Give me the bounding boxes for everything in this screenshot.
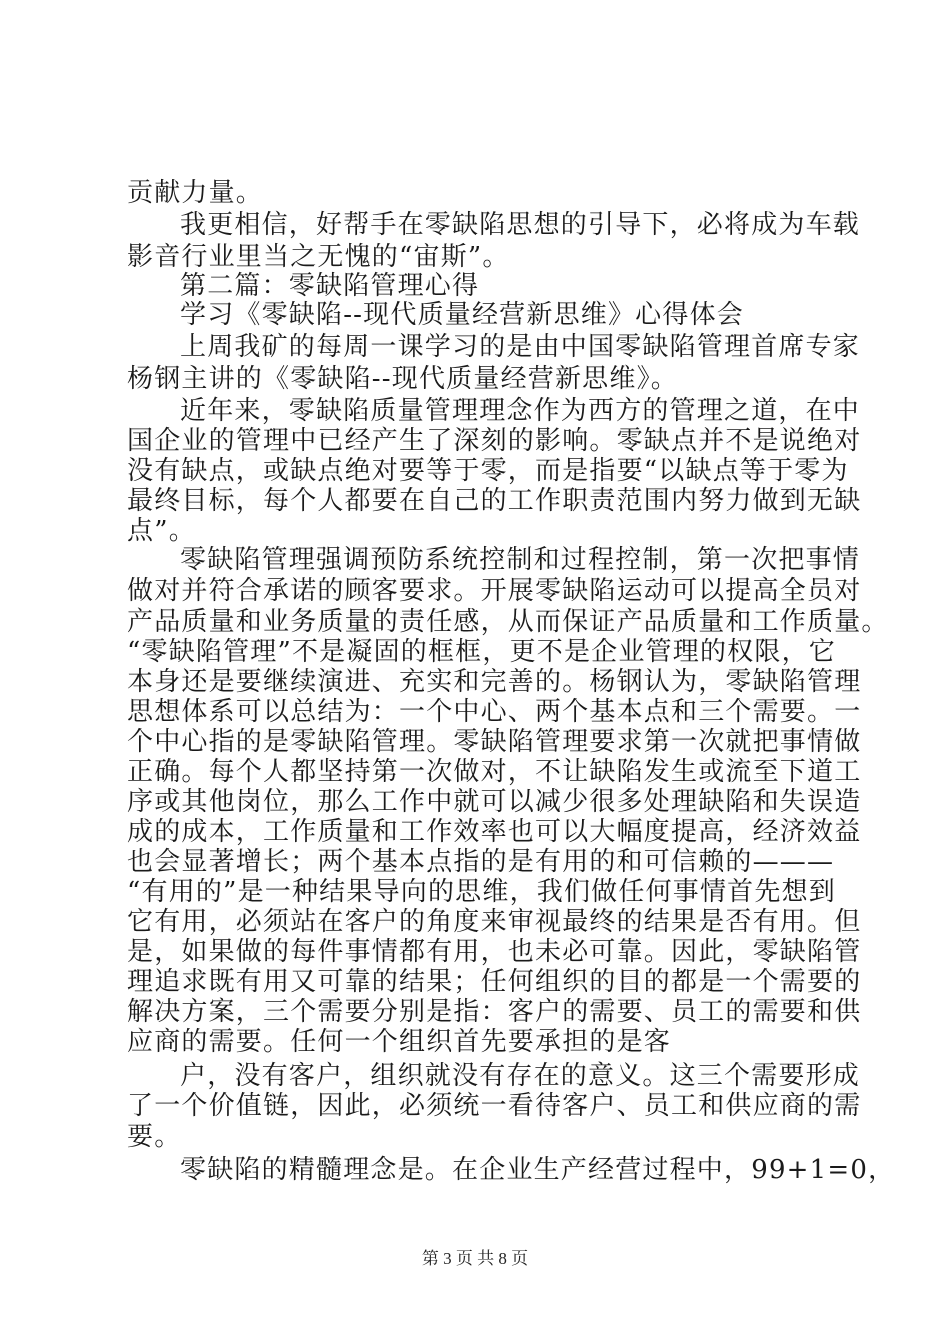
text-line: 产品质量和业务质量的责任感，从而保证产品质量和工作质量。 bbox=[127, 607, 889, 637]
text-line: 个中心指的是零缺陷管理。零缺陷管理要求第一次就把事情做 bbox=[127, 727, 862, 757]
text-line: 国企业的管理中已经产生了深刻的影响。零缺点并不是说绝对 bbox=[127, 426, 862, 456]
text-line: 解决方案，三个需要分别是指：客户的需要、员工的需要和供 bbox=[127, 997, 862, 1027]
text-line: 做对并符合承诺的顾客要求。开展零缺陷运动可以提高全员对 bbox=[127, 576, 862, 606]
text-line: 我更相信，好帮手在零缺陷思想的引导下，必将成为车载 bbox=[180, 210, 861, 240]
text-line: 正确。每个人都坚持第一次做对，不让缺陷发生或流至下道工 bbox=[127, 757, 862, 787]
text-line: 贡献力量。 bbox=[127, 178, 264, 208]
text-line: 也会显著增长；两个基本点指的是有用的和可信赖的——— bbox=[127, 847, 835, 877]
text-line: 了一个价值链，因此，必须统一看待客户、员工和供应商的需 bbox=[127, 1091, 862, 1121]
text-line: “有用的”是一种结果导向的思维，我们做任何事情首先想到 bbox=[127, 877, 836, 907]
text-line: 它有用，必须站在客户的角度来审视最终的结果是否有用。但 bbox=[127, 907, 862, 937]
text-line: 应商的需要。任何一个组织首先要承担的是客 bbox=[127, 1027, 672, 1057]
page-number-footer: 第 3 页 共 8 页 bbox=[421, 1249, 529, 1268]
text-line: 近年来，零缺陷质量管理理念作为西方的管理之道，在中 bbox=[180, 396, 861, 426]
text-line: 杨钢主讲的《零缺陷--现代质量经营新思维》。 bbox=[127, 364, 678, 394]
text-line: 思想体系可以总结为：一个中心、两个基本点和三个需要。一 bbox=[127, 697, 862, 727]
text-line: 零缺陷管理强调预防系统控制和过程控制，第一次把事情 bbox=[180, 545, 861, 575]
text-line: “零缺陷管理”不是凝固的框框，更不是企业管理的权限，它 bbox=[127, 637, 836, 667]
article-title: 学习《零缺陷--现代质量经营新思维》心得体会 bbox=[180, 300, 744, 330]
text-line: 本身还是要继续演进、充实和完善的。杨钢认为，零缺陷管理 bbox=[127, 667, 862, 697]
text-line: 影音行业里当之无愧的“宙斯”。 bbox=[127, 242, 510, 272]
text-line: 点”。 bbox=[127, 516, 196, 546]
text-line: 上周我矿的每周一课学习的是由中国零缺陷管理首席专家 bbox=[180, 332, 861, 362]
text-line: 理追求既有用又可靠的结果；任何组织的目的都是一个需要的 bbox=[127, 967, 862, 997]
text-line: 户，没有客户，组织就没有存在的意义。这三个需要形成 bbox=[180, 1061, 861, 1091]
text-line: 要。 bbox=[127, 1122, 182, 1152]
text-line: 零缺陷的精髓理念是。在企业生产经营过程中，99+1=0， bbox=[180, 1155, 896, 1185]
text-line: 序或其他岗位，那么工作中就可以减少很多处理缺陷和失误造 bbox=[127, 787, 862, 817]
text-line: 成的成本，工作质量和工作效率也可以大幅度提高，经济效益 bbox=[127, 817, 862, 847]
text-line: 是，如果做的每件事情都有用，也未必可靠。因此，零缺陷管 bbox=[127, 937, 862, 967]
text-line: 没有缺点，或缺点绝对要等于零，而是指要“以缺点等于零为 bbox=[127, 456, 849, 486]
section-heading: 第二篇：零缺陷管理心得 bbox=[180, 271, 480, 301]
text-line: 最终目标，每个人都要在自己的工作职责范围内努力做到无缺 bbox=[127, 486, 862, 516]
